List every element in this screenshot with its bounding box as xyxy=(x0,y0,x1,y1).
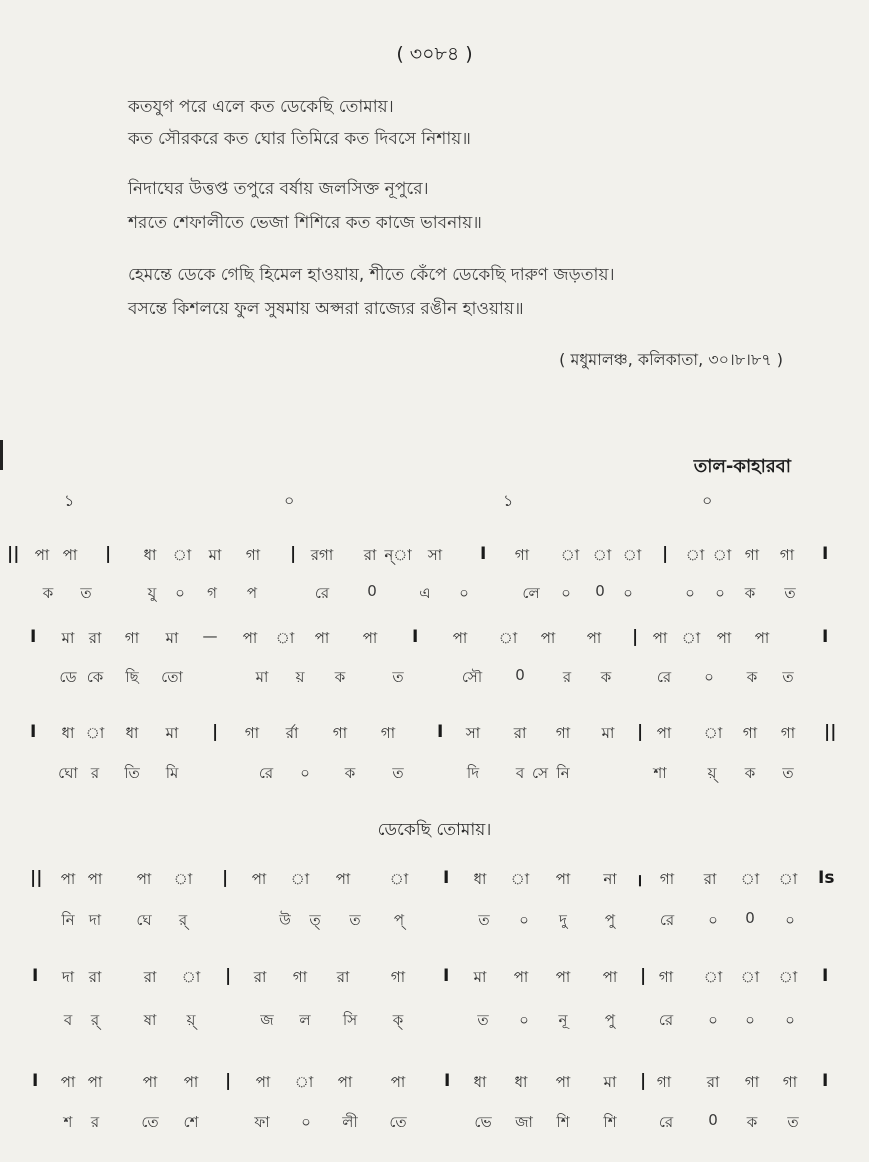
lyric-syllable: ক xyxy=(746,1113,758,1131)
lyric-syllable: জ xyxy=(260,1011,274,1029)
bar-line: | xyxy=(632,627,639,647)
notation-lyric-row xyxy=(0,1111,869,1139)
swar-note: মা xyxy=(208,546,222,564)
bar-line: | xyxy=(225,1071,232,1091)
notation-lyric-row xyxy=(0,1009,869,1037)
swar-note: সা xyxy=(465,724,481,742)
lyric-syllable: জা xyxy=(515,1113,533,1131)
lyric-syllable: ০ xyxy=(745,1011,755,1029)
swar-note: পা xyxy=(602,968,618,986)
lyric-syllable: য়্ xyxy=(186,1011,196,1029)
bar-line: | xyxy=(640,1071,647,1091)
bar-line: | xyxy=(105,544,112,564)
bar-line: । xyxy=(636,871,643,891)
swar-note: রা xyxy=(513,724,527,742)
swar-note: গা xyxy=(332,724,348,742)
swar-note: মা xyxy=(165,724,179,742)
swar-note: া xyxy=(740,968,760,986)
swar-note: গা xyxy=(658,968,674,986)
swar-note: া xyxy=(778,870,798,888)
page-number: ( ৩০৮৪ ) xyxy=(396,43,473,65)
lyric-syllable: ষা xyxy=(143,1011,157,1029)
bar-line: | xyxy=(290,544,297,564)
swar-note: পা xyxy=(34,546,50,564)
swar-note: পা xyxy=(62,546,78,564)
swar-note: মা xyxy=(473,968,487,986)
lyric-syllable: ক xyxy=(600,668,612,686)
lyric-syllable: তি xyxy=(124,764,140,782)
swar-note: পা xyxy=(60,870,76,888)
swar-note: া xyxy=(294,1073,314,1091)
swar-note: া xyxy=(85,724,105,742)
swar-note: া xyxy=(703,968,723,986)
bar-line: I xyxy=(443,966,450,986)
lyric-syllable: ভে xyxy=(474,1113,492,1131)
bar-line: || xyxy=(824,722,837,742)
lyric-line: কতযুগ পরে এলে কত ডেকেছি তোমায়। xyxy=(128,97,394,117)
swar-note: া xyxy=(498,629,518,647)
swar-note: মা xyxy=(61,629,75,647)
lyric-syllable: ত xyxy=(477,1011,489,1029)
swar-note: রগা xyxy=(310,546,334,564)
swar-note: া xyxy=(389,870,409,888)
swar-note: পা xyxy=(586,629,602,647)
lyric-syllable: ০ xyxy=(708,911,718,929)
swar-note: পা xyxy=(251,870,267,888)
lyric-syllable: ০ xyxy=(623,584,633,602)
swar-note: গা xyxy=(780,724,796,742)
beat-mark: ১ xyxy=(64,491,75,510)
lyric-syllable: দি xyxy=(466,764,480,782)
swar-note: া xyxy=(181,968,201,986)
swar-note: গা xyxy=(380,724,396,742)
lyric-syllable: র্ xyxy=(90,1011,100,1029)
swar-note: গা xyxy=(742,724,758,742)
swar-note: ধা xyxy=(61,724,75,742)
lyric-syllable: তে xyxy=(389,1113,407,1131)
page-edge-mark xyxy=(0,440,3,470)
swar-note: া xyxy=(622,546,642,564)
swar-note: া xyxy=(592,546,612,564)
bar-line: I xyxy=(444,1071,451,1091)
swar-note: গা xyxy=(744,546,760,564)
swar-note: গা xyxy=(555,724,571,742)
swar-note: রা xyxy=(88,629,102,647)
swar-note: রা xyxy=(143,968,157,986)
lyric-syllable: নূ xyxy=(558,1011,568,1029)
lyric-syllable: রে xyxy=(258,764,274,782)
lyric-syllable: ত xyxy=(392,668,404,686)
lyric-syllable: রে xyxy=(658,1113,674,1131)
lyric-syllable: গ xyxy=(207,584,217,602)
swar-note: র্রা xyxy=(285,724,299,742)
lyric-syllable: সে xyxy=(532,764,548,782)
bar-line: | xyxy=(662,544,669,564)
swar-note: না xyxy=(603,870,617,888)
lyric-syllable: ত xyxy=(478,911,490,929)
lyric-syllable: শি xyxy=(603,1113,617,1131)
swar-note: গা xyxy=(656,1073,672,1091)
bar-line: I xyxy=(437,722,444,742)
swar-note: পা xyxy=(136,870,152,888)
notation-swar-row xyxy=(0,627,869,655)
swar-note: ধা xyxy=(143,546,157,564)
lyric-syllable: ক xyxy=(334,668,346,686)
lyric-line: শরতে শেফালীতে ভেজা শিশিরে কত কাজে ভাবনায়॥ xyxy=(128,213,482,233)
lyric-syllable: প্ xyxy=(393,911,405,929)
bar-line: I xyxy=(412,627,419,647)
swar-note: — xyxy=(202,627,218,645)
swar-note: রা xyxy=(336,968,350,986)
bar-line: | xyxy=(212,722,219,742)
lyric-syllable: কে xyxy=(86,668,104,686)
lyric-syllable: নি xyxy=(556,764,570,782)
lyric-syllable: ডে xyxy=(59,668,77,686)
lyric-syllable: ক xyxy=(344,764,356,782)
swar-note: পা xyxy=(716,629,732,647)
swar-note: া xyxy=(703,724,723,742)
swar-note: গা xyxy=(245,546,261,564)
swar-note: পা xyxy=(652,629,668,647)
bar-line: Is xyxy=(818,868,835,888)
lyric-syllable: ০ xyxy=(708,1011,718,1029)
swar-note: া xyxy=(510,870,530,888)
lyric-syllable: শা xyxy=(653,764,667,782)
swar-note: ন্া xyxy=(384,546,412,564)
lyric-syllable: মা xyxy=(255,668,269,686)
swar-note: গা xyxy=(124,629,140,647)
swar-note: পা xyxy=(337,1073,353,1091)
lyric-syllable: রে xyxy=(659,911,675,929)
swar-note: পা xyxy=(60,1073,76,1091)
swar-note: ধা xyxy=(473,1073,487,1091)
swar-note: গা xyxy=(292,968,308,986)
lyric-syllable: ব xyxy=(63,1011,73,1029)
bar-line: | xyxy=(225,966,232,986)
swar-note: রা xyxy=(703,870,717,888)
lyric-syllable: তো xyxy=(161,668,183,686)
swar-note: পা xyxy=(555,1073,571,1091)
swar-note: গা xyxy=(514,546,530,564)
lyric-syllable: তে xyxy=(141,1113,159,1131)
lyric-syllable: ত xyxy=(787,1113,799,1131)
swar-note: া xyxy=(712,546,732,564)
swar-note: গা xyxy=(390,968,406,986)
lyric-syllable: ক্ xyxy=(392,1011,404,1029)
lyric-line: হেমন্তে ডেকে গেছি হিমেল হাওয়ায়, শীতে কেঁপে ডেকেছি দারুণ জড়তায়। xyxy=(128,265,615,285)
lyric-syllable: ত xyxy=(80,584,92,602)
lyric-syllable: ল xyxy=(299,1011,311,1029)
swar-note: রা xyxy=(363,546,377,564)
lyric-syllable: র xyxy=(90,1113,100,1131)
lyric-line: কত সৌরকরে কত ঘোর তিমিরে কত দিবসে নিশায়॥ xyxy=(128,129,471,149)
notation-swar-row xyxy=(0,722,869,750)
lyric-syllable: ব xyxy=(515,764,525,782)
swar-note: পা xyxy=(255,1073,271,1091)
lyric-syllable: র xyxy=(90,764,100,782)
swar-note: পা xyxy=(555,870,571,888)
lyric-syllable: ০ xyxy=(704,668,714,686)
swar-note: া xyxy=(290,870,310,888)
swar-note: পা xyxy=(362,629,378,647)
lyric-syllable: ০ xyxy=(785,1011,795,1029)
swar-note: ধা xyxy=(473,870,487,888)
swar-note: া xyxy=(173,870,193,888)
swar-note: পা xyxy=(754,629,770,647)
lyric-line: নিদাঘের উত্তপ্ত তপুরে বর্ষায় জলসিক্ত নূপুরে। xyxy=(128,179,429,199)
bar-line: || xyxy=(7,544,20,564)
swar-note: সা xyxy=(427,546,443,564)
swar-note: া xyxy=(685,546,705,564)
lyric-syllable: ০ xyxy=(519,911,529,929)
notation-swar-row xyxy=(0,966,869,994)
swar-note: পা xyxy=(540,629,556,647)
bar-line: I xyxy=(30,627,37,647)
bar-line: I xyxy=(822,627,829,647)
lyric-syllable: দা xyxy=(88,911,102,929)
swar-note: পা xyxy=(656,724,672,742)
swar-note: া xyxy=(275,629,295,647)
swar-note: া xyxy=(778,968,798,986)
lyric-syllable: রে xyxy=(658,1011,674,1029)
lyric-syllable: শে xyxy=(183,1113,199,1131)
swar-note: গা xyxy=(244,724,260,742)
lyric-syllable: সি xyxy=(342,1011,358,1029)
lyric-syllable: লী xyxy=(342,1113,358,1131)
swar-note: ধা xyxy=(125,724,139,742)
lyric-syllable: ত xyxy=(349,911,361,929)
bar-line: I xyxy=(32,1071,39,1091)
lyric-syllable: ত xyxy=(392,764,404,782)
lyric-syllable: 0 xyxy=(745,909,755,927)
lyric-syllable: ০ xyxy=(715,584,725,602)
swar-note: মা xyxy=(603,1073,617,1091)
lyric-syllable: ০ xyxy=(459,584,469,602)
bar-line: | xyxy=(222,868,229,888)
lyric-syllable: শ xyxy=(63,1113,73,1131)
swar-note: মা xyxy=(165,629,179,647)
bar-line: I xyxy=(480,544,487,564)
swar-note: গা xyxy=(782,1073,798,1091)
lyric-syllable: ক xyxy=(42,584,54,602)
bar-line: | xyxy=(640,966,647,986)
swar-note: পা xyxy=(390,1073,406,1091)
notation-lyric-row xyxy=(0,666,869,694)
lyric-syllable: ঘে xyxy=(136,911,152,929)
swar-note: া xyxy=(560,546,580,564)
bar-line: I xyxy=(443,868,450,888)
swar-note: মা xyxy=(601,724,615,742)
lyric-syllable: ০ xyxy=(685,584,695,602)
swar-note: া xyxy=(740,870,760,888)
notation-lyric-row xyxy=(0,909,869,937)
lyric-syllable: উ xyxy=(279,911,291,929)
bar-line: I xyxy=(30,722,37,742)
lyric-syllable: দু xyxy=(559,911,567,929)
swar-note: গা xyxy=(659,870,675,888)
lyric-syllable: রে xyxy=(314,584,330,602)
lyric-syllable: শি xyxy=(556,1113,570,1131)
lyric-syllable: য়্ xyxy=(707,764,717,782)
lyric-syllable: র xyxy=(562,668,572,686)
lyric-syllable: পু xyxy=(604,911,616,929)
lyric-syllable: ক xyxy=(744,584,756,602)
lyric-syllable: লে xyxy=(522,584,540,602)
bar-line: || xyxy=(30,868,43,888)
lyric-syllable: র্ xyxy=(178,911,188,929)
lyric-syllable: ত xyxy=(782,668,794,686)
lyric-syllable: ত xyxy=(782,764,794,782)
swar-note: পা xyxy=(242,629,258,647)
source-note: ( মধুমালঞ্চ, কলিকাতা, ৩০।৮।৮৭ ) xyxy=(559,350,783,369)
swar-note: া xyxy=(681,629,701,647)
lyric-line: বসন্তে কিশলয়ে ফুল সুষমায় অপ্সরা রাজ্যের রঙীন হাওয়ায়॥ xyxy=(128,299,524,319)
lyric-syllable: 0 xyxy=(367,582,377,600)
bar-line: I xyxy=(822,1071,829,1091)
bar-line: | xyxy=(637,722,644,742)
lyric-syllable: এ xyxy=(419,584,431,602)
lyric-syllable: ফা xyxy=(254,1113,270,1131)
swar-note: পা xyxy=(555,968,571,986)
lyric-syllable: প xyxy=(246,584,258,602)
lyric-syllable: ০ xyxy=(175,584,185,602)
bar-line: I xyxy=(822,966,829,986)
lyric-syllable: ঘো xyxy=(58,764,78,782)
lyric-syllable: ছি xyxy=(125,668,139,686)
lyric-syllable: মি xyxy=(165,764,179,782)
lyric-syllable: পু xyxy=(604,1011,616,1029)
refrain-line: ডেকেছি তোমায়। xyxy=(377,820,492,840)
lyric-syllable: 0 xyxy=(515,666,525,684)
swar-note: রা xyxy=(253,968,267,986)
lyric-syllable: ০ xyxy=(519,1011,529,1029)
swar-note: দা xyxy=(61,968,75,986)
lyric-syllable: ০ xyxy=(300,764,310,782)
lyric-syllable: রে xyxy=(656,668,672,686)
swar-note: রা xyxy=(88,968,102,986)
swar-note: গা xyxy=(779,546,795,564)
notation-lyric-row xyxy=(0,762,869,790)
beat-mark: ০ xyxy=(702,491,713,510)
bar-line: I xyxy=(822,544,829,564)
lyric-syllable: ০ xyxy=(785,911,795,929)
taal-label: তাল-কাহারবা xyxy=(693,456,791,477)
swar-note: পা xyxy=(335,870,351,888)
swar-note: পা xyxy=(452,629,468,647)
lyric-syllable: ক xyxy=(746,668,758,686)
lyric-syllable: ক xyxy=(744,764,756,782)
swar-note: রা xyxy=(706,1073,720,1091)
swar-note: পা xyxy=(142,1073,158,1091)
swar-note: ধা xyxy=(514,1073,528,1091)
lyric-syllable: যু xyxy=(147,584,157,602)
swar-note: গা xyxy=(744,1073,760,1091)
swar-note: পা xyxy=(314,629,330,647)
swar-note: পা xyxy=(513,968,529,986)
notation-swar-row xyxy=(0,868,869,896)
lyric-syllable: 0 xyxy=(595,582,605,600)
notation-lyric-row xyxy=(0,582,869,610)
bar-line: I xyxy=(32,966,39,986)
lyric-syllable: সৌ xyxy=(461,668,483,686)
notation-swar-row xyxy=(0,1071,869,1099)
lyric-syllable: নি xyxy=(61,911,75,929)
notation-swar-row xyxy=(0,544,869,572)
swar-note: পা xyxy=(183,1073,199,1091)
lyric-syllable: য় xyxy=(295,668,305,686)
swar-note: পা xyxy=(87,1073,103,1091)
lyric-syllable: ত্ xyxy=(309,911,321,929)
lyric-syllable: ০ xyxy=(561,584,571,602)
lyric-syllable: ত xyxy=(784,584,796,602)
beat-mark: ০ xyxy=(284,491,295,510)
swar-note: পা xyxy=(87,870,103,888)
swar-note: া xyxy=(172,546,192,564)
lyric-syllable: ০ xyxy=(301,1113,311,1131)
lyric-syllable: 0 xyxy=(708,1111,718,1129)
beat-mark: ১ xyxy=(503,491,514,510)
